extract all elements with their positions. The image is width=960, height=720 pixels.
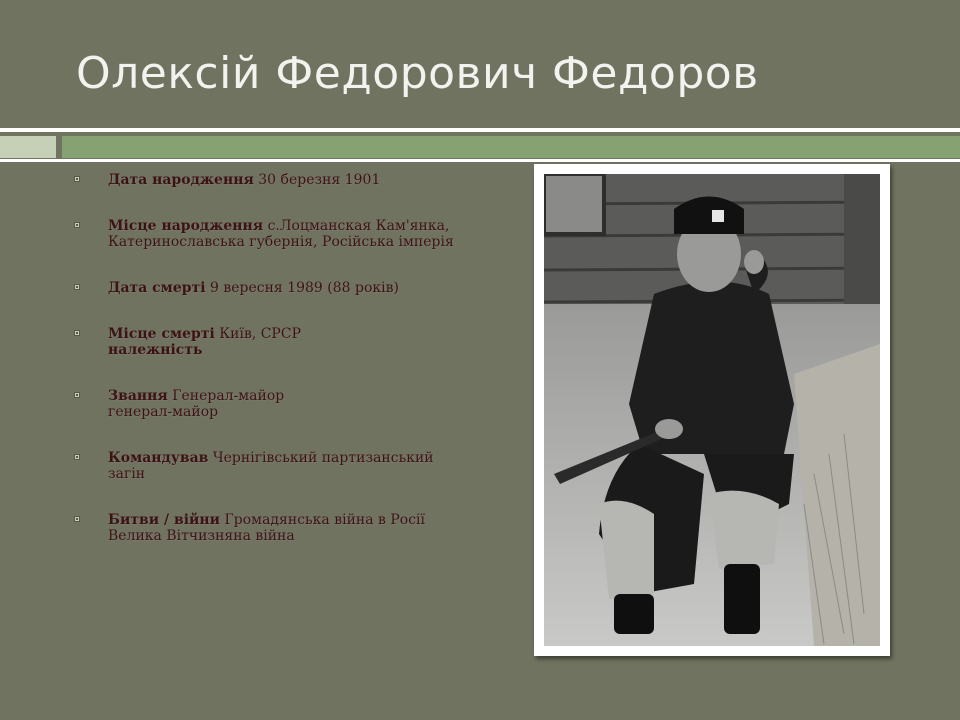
facts-list — [72, 172, 462, 574]
fact-birth-place — [72, 218, 462, 250]
square-bullet-icon — [74, 284, 80, 290]
accent-bar-left — [0, 136, 56, 158]
fact-extra-line: Велика Вітчизняна війна — [108, 528, 295, 544]
fact-value: 9 вересня 1989 (88 років) — [209, 280, 399, 296]
square-bullet-icon — [74, 392, 80, 398]
slide-title: Олексій Федорович Федоров — [76, 48, 759, 99]
fact-label: Дата народження — [108, 172, 254, 188]
fact-value: Чернігівський партизанський загін — [108, 450, 434, 482]
fact-value: 30 березня 1901 — [258, 172, 381, 188]
fact-label: Місце народження — [108, 218, 264, 234]
top-divider — [0, 128, 960, 132]
fact-value: Громадянська війна в Росії — [224, 512, 425, 528]
fact-value: Генерал-майор — [172, 388, 285, 404]
fact-birth-date — [72, 172, 462, 188]
fact-extra-line: генерал-майор — [108, 404, 219, 420]
fact-command — [72, 450, 462, 482]
fact-label: Звання — [108, 388, 168, 404]
square-bullet-icon — [74, 516, 80, 522]
square-bullet-icon — [74, 454, 80, 460]
fact-death-place — [72, 326, 462, 358]
fact-value: с.Лоцманская Кам'янка, Катеринославська губернія, Російська імперія — [108, 218, 454, 250]
square-bullet-icon — [74, 222, 80, 228]
fact-label: Місце смерті — [108, 326, 215, 342]
fact-rank — [72, 388, 462, 420]
fact-label: Командував — [108, 450, 209, 466]
square-bullet-icon — [74, 176, 80, 182]
fact-death-date — [72, 280, 462, 296]
fact-label: Дата смерті — [108, 280, 206, 296]
fact-value: Київ, СРСР — [219, 326, 301, 342]
bottom-divider — [0, 159, 960, 162]
accent-bar-right — [62, 136, 960, 158]
square-bullet-icon — [74, 330, 80, 336]
fact-battles — [72, 512, 462, 544]
fact-label: Битви / війни — [108, 512, 221, 528]
fact-extra-line: належність — [108, 342, 203, 358]
portrait-photo-frame — [534, 164, 890, 656]
portrait-photo — [544, 174, 880, 646]
